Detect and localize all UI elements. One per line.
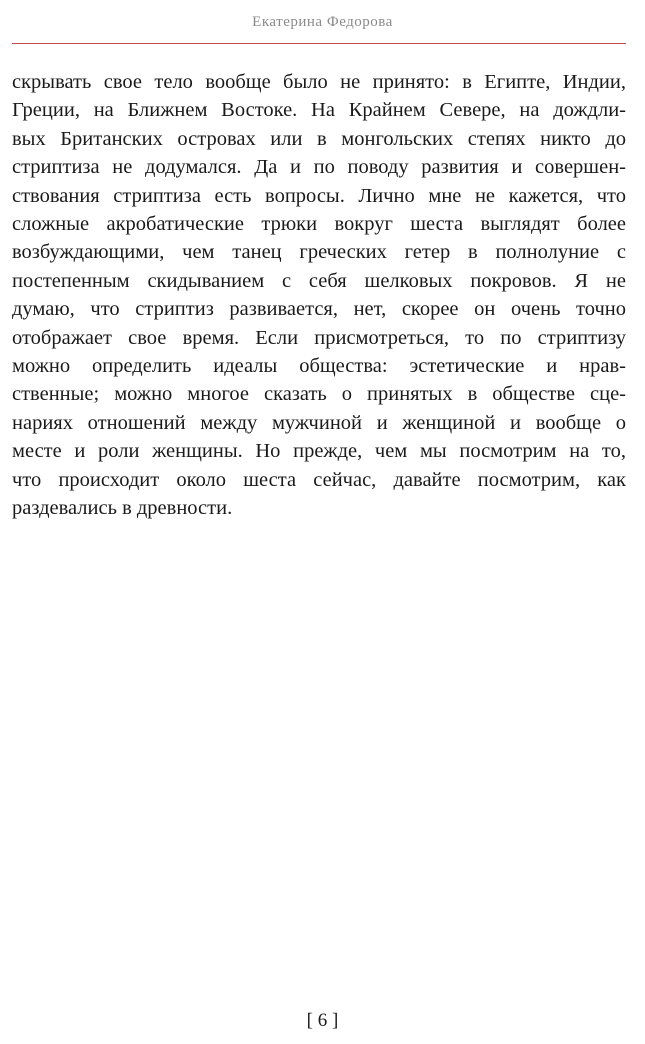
text-line: что происходит около шеста сейчас, давайте посмотрим, как [12,468,626,491]
text-line: ственные; можно многое сказать о принятых в обществе сце- [12,383,626,406]
text-line: думаю, что стриптиз развивается, нет, скорее он очень точно [12,298,626,321]
text-line: возбуждающими, чем танец греческих гетер в полнолуние с [12,241,626,264]
running-head-author: Екатерина Федорова [252,14,393,30]
text-line: вых Британских островах или в монгольских степях никто до [12,127,626,150]
text-line: раздевались в древности. [12,497,233,520]
text-line: стриптиза не додумался. Да и по поводу развития и совершен- [12,156,626,179]
text-line: скрывать свое тело вообще было не принято: в Египте, Индии, [12,71,626,93]
text-line: отображает свое время. Если присмотреться, то по стриптизу [12,326,626,349]
header-divider [12,43,626,44]
text-line: постепенным скидыванием с себя шелковых покровов. Я не [12,269,626,292]
text-line: месте и роли женщины. Но прежде, чем мы посмотрим на то, [12,440,626,463]
text-line: сложные акробатические трюки вокруг шеста выглядят более [12,213,626,236]
text-line: можно определить идеалы общества: эстетические и нрав- [12,355,626,378]
text-line: нариях отношений между мужчиной и женщиной и вообще о [12,411,626,434]
text-line: Греции, на Ближнем Востоке. На Крайнем Севере, на дождли- [12,99,626,122]
body-paragraph [12,68,626,523]
page-number: [ 6 ] [306,1010,339,1031]
text-line: ствования стриптиза есть вопросы. Лично мне не кажется, что [12,184,626,207]
